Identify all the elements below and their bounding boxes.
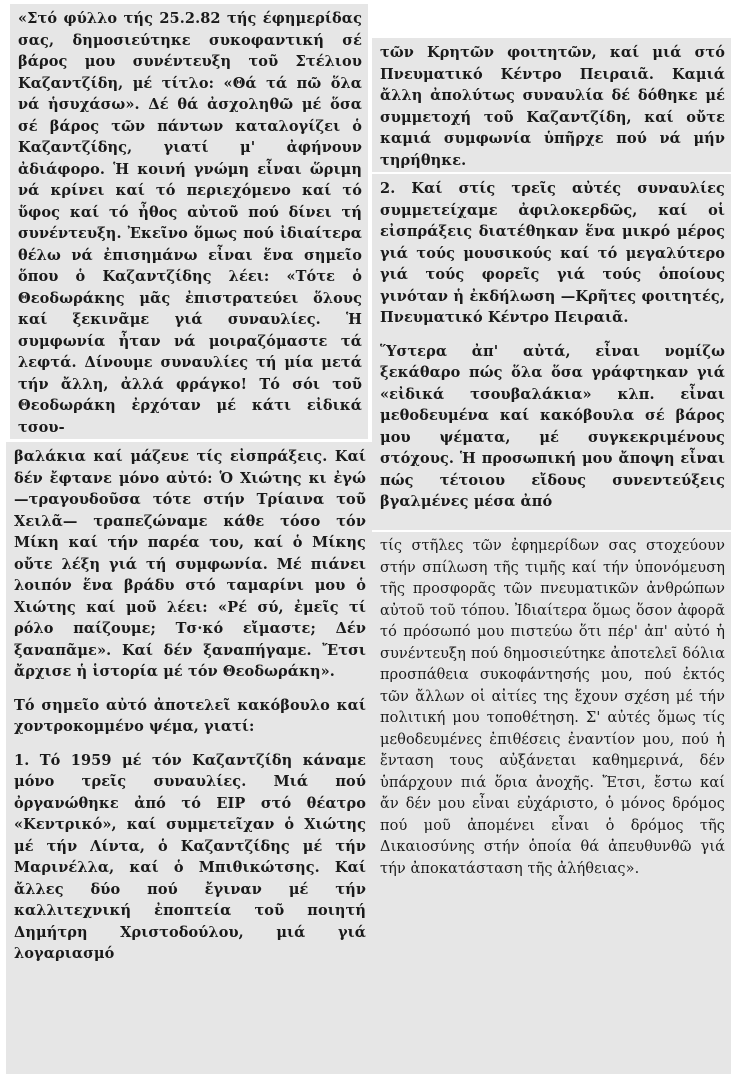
column-2-middle-fragment xyxy=(372,174,731,530)
column-2-bottom-fragment xyxy=(372,532,731,1074)
point-one-paragraph: 1. Τό 1959 μέ τόν Καζαντζίδη κάναμε μόνο τρεῖς συναυλίες. Μιά πού ὀργανώθηκε ἀπό τό ΕΙΡ στό θέατρο «Κεντρικό», καί συμμετεῖχαν ὁ Χιώτης μέ τήν Λίντα, ὁ Καζαντζίδης μέ τήν Μαρινέλλα, καί ὁ Μπιθικώτσης. Καί ἄλλες δύο πού ἔγιναν μέ τήν καλλιτεχνική ἐποπτεία τοῦ ποιητή Δημήτρη Χριστοδούλου, μιά γιά λογαριασμό xyxy=(14,751,366,962)
blank-area xyxy=(372,0,731,36)
letter-opening-paragraph: «Στό φύλλο τής 25.2.82 τής έφημερίδας σας, δημοσιεύτηκε συκοφαντική σέ βάρος μου συνέντευξη τοῦ Στέλιου Καζαντζίδη, μέ τίτλο: «Θά τά πῶ ὅλα νά ἡσυχάσω». Δέ θά ἀσχοληθῶ μέ ὅσα σέ βάρος τῶν πάντων καταλογίζει ὁ Καζαντζίδης, γιατί μ' ἀφήνουν ἀδιάφορο. Ἡ κοινή γνώμη εἶναι ὥριμη νά κρίνει καί τό περιεχόμενο καί τό ὕφος καί τό ἦθος αὐτοῦ πού δίνει τή συνέντευξη. Ἐκεῖνο ὅμως πού ἰδιαίτερα θέλω νά ἐπισημάνω εἶναι ἕνα σημεῖο ὅπου ὁ Καζαντζίδης λέει: «Τότε ὁ Θεοδωράκης μᾶς ἐπιστρατεύει ὅλους καί ξεκινᾶμε γιά συναυλίες. Ἡ συμφωνία ἦταν νά μοιραζόμαστε τά λεφτά. Δίνουμε συναυλίες τή μία μετά τήν ἄλλη, ἀλλά φράγκο! Τό σόι τοῦ Θεοδωράκη ἐρχόταν μέ κάτι εἰδικά τσου- xyxy=(18,10,362,436)
quote-continuation-paragraph: βαλάκια καί μάζευε τίς εἰσπράξεις. Καί δέν ἔφτανε μόνο αὐτό: Ὁ Χιώτης κι ἐγώ —τραγουδοῦσα τότε στήν Τρίαινα τοῦ Χειλᾶ— τραπεζώναμε κάθε τόσο τόν Μίκη καί τήν παρέα του, καί ὁ Μίκης οὔτε λέξη γιά τή συμφωνία. Μέ πιάνει λοιπόν ἕνα βράδυ στό ταμαρίνι μου ὁ Χιώτης καί μοῦ λέει: «Ρέ σύ, ἐμεῖς τί ρόλο παίζουμε; Τσ·κό εἴμαστε; Δέν ξαναπᾶμε». Καί δέν ξαναπήγαμε. Ἔτσι ἄρχισε ἡ ἱστορία μέ τόν Θεοδωράκη». xyxy=(14,448,366,680)
column-2-top-fragment xyxy=(372,38,731,172)
lie-statement-paragraph: Τό σημεῖο αὐτό ἀποτελεῖ κακόβουλο καί χοντροκομμένο ψέμα, γιατί: xyxy=(14,696,366,735)
point-two-paragraph: 2. Καί στίς τρεῖς αὐτές συναυλίες συμμετείχαμε ἀφιλοκερδῶς, καί οἱ εἰσπράξεις διατέθηκαν ἕνα μικρό μέρος γιά τούς μουσικούς καί τό μεγαλύτερο γιά τούς φορεῖς γιά τούς ὁποίους γινόταν ἡ ἐκδήλωση —Κρῆτες φοιτητές, Πνευματικό Κέντρο Πειραιᾶ. xyxy=(380,180,725,326)
column-1-bottom-fragment xyxy=(6,442,372,1074)
point-one-continuation: τῶν Κρητῶν φοιτητῶν, καί μιά στό Πνευματικό Κέντρο Πειραιᾶ. Καμιά ἄλλη ἀπολύτως συναυλία δέ δόθηκε μέ συμμετοχή τοῦ Καζαντζίδη, καί οὔτε καμιά συμφωνία ὑπῆρχε πού νά μήν τηρήθηκε. xyxy=(380,44,725,169)
closing-paragraph: τίς στῆλες τῶν ἐφημερίδων σας στοχεύουν στήν σπίλωση τῆς τιμῆς καί τήν ὑπονόμευση τῆς προσφορᾶς τῶν πνευματικῶν ἀνθρώπων αὐτοῦ τοῦ τόπου. Ἰδιαίτερα ὅμως ὅσον ἀφορᾶ τό πρόσωπό μου πιστεύω ὅτι πέρ' ἀπ' αὐτό ἡ συνέντευξη πού δημοσιεύτηκε ἀποτελεῖ δόλια προσπάθεια συκοφάντησής μου, πού ἐκτός τῶν ἄλλων οἱ αἰτίες της ἔχουν σχέση μέ τήν πολιτική μου τοποθέτηση. Σ' αὐτές ὅμως τίς μεθοδευμένες ἐπιθέσεις ἐναντίον μου, πού ἡ ἔνταση τους αὐξάνεται καθημερινά, δέν ὑπάρχουν πιά ὅρια ἀνοχῆς. Ἔτσι, ἔστω καί ἄν δέν μου εἶναι εὐχάριστο, ὁ μόνος δρόμος πού μοῦ ἀπομένει εἶναι ὁ δρόμος τῆς Δικαιοσύνης στήν ὁποία θά ἀπευθυνθῶ γιά τήν ἀποκατάσταση τῆς ἀλήθειας». xyxy=(380,538,725,877)
conclusion-paragraph: Ὕστερα ἀπ' αὐτά, εἶναι νομίζω ξεκάθαρο πώς ὅλα ὅσα γράφτηκαν γιά «εἰδικά τσουβαλάκια» κλπ. εἶναι μεθοδευμένα καί κακόβουλα σέ βάρος μου ψέματα, μέ συγκεκριμένους στόχους. Ἡ προσωπική μου ἄποψη εἶναι πώς τέτοιου εἴδους συνεντεύξεις βγαλμένες μέσα ἀπό xyxy=(380,342,725,510)
column-1-top-fragment xyxy=(10,4,368,439)
